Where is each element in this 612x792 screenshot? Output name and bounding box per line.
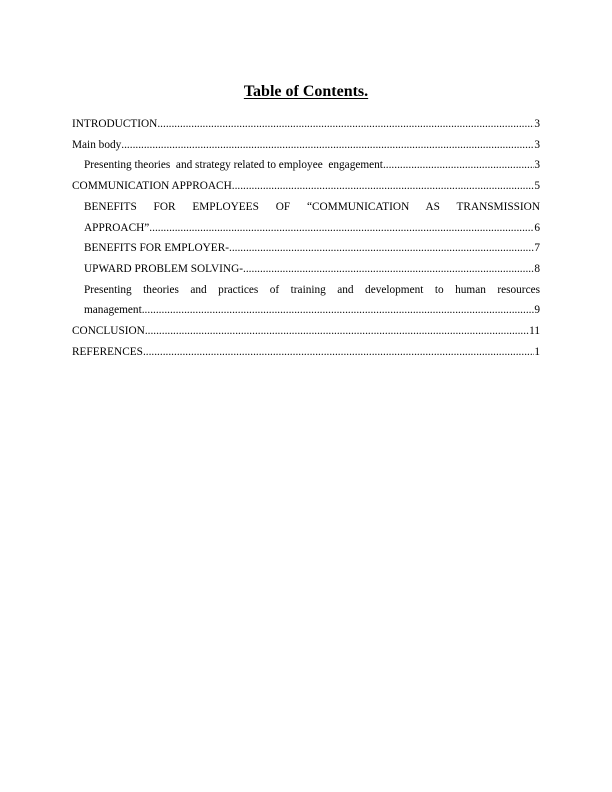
toc-entry-references[interactable] xyxy=(72,342,540,363)
toc-entry-page: 11 xyxy=(529,325,540,338)
toc-entry-page: 3 xyxy=(534,118,540,130)
toc-entry-introduction[interactable] xyxy=(72,114,540,135)
toc-entry-page: 9 xyxy=(534,304,540,317)
toc-entry-benefits-employees[interactable] xyxy=(72,197,540,238)
dot-leader xyxy=(142,300,535,321)
toc-entry-page: 8 xyxy=(534,262,540,275)
toc-entry-label: Main body xyxy=(72,138,122,151)
dot-leader xyxy=(243,259,534,280)
toc-entry-label: INTRODUCTION xyxy=(72,118,158,130)
dot-leader xyxy=(157,114,534,135)
toc-entry-page: 7 xyxy=(534,242,540,255)
toc-entry-page: 3 xyxy=(534,159,540,172)
dot-leader xyxy=(149,218,534,239)
toc-entry-label-line2: APPROACH” xyxy=(84,221,150,234)
toc-entry-label: Presenting theories and strategy related to employee engagement xyxy=(84,159,383,172)
toc-entry-page: 6 xyxy=(534,221,540,234)
toc-entry-page: 5 xyxy=(534,180,540,193)
toc-entry-main-body[interactable] xyxy=(72,135,540,156)
toc-entry-page: 1 xyxy=(534,345,540,358)
dot-leader xyxy=(229,238,534,259)
toc-entry-label-line1: Presenting theories and practices of training and development to human resources xyxy=(84,283,540,296)
toc-entry-label: COMMUNICATION APPROACH xyxy=(72,180,232,193)
dot-leader xyxy=(383,155,534,176)
toc-entry-benefits-employer[interactable] xyxy=(72,238,540,259)
toc-entry-training-development[interactable] xyxy=(72,280,540,321)
toc-entry-label-line2: management xyxy=(84,304,142,317)
dot-leader xyxy=(232,176,535,197)
toc-entry-communication-approach[interactable] xyxy=(72,176,540,197)
toc-entry-upward-problem-solving[interactable] xyxy=(72,259,540,280)
toc-entry-label: BENEFITS FOR EMPLOYER- xyxy=(84,242,229,255)
dot-leader xyxy=(121,135,534,156)
toc-entry-label: CONCLUSION xyxy=(72,325,145,338)
toc-entry-employee-engagement[interactable] xyxy=(72,155,540,176)
table-of-contents xyxy=(72,114,540,362)
toc-entry-conclusion[interactable] xyxy=(72,321,540,342)
toc-entry-label: REFERENCES xyxy=(72,345,143,358)
toc-entry-page: 3 xyxy=(534,138,540,151)
dot-leader xyxy=(145,321,529,342)
toc-entry-label-line1: BENEFITS FOR EMPLOYEES OF “COMMUNICATION AS TRANSMISSION xyxy=(84,200,540,213)
toc-entry-label: UPWARD PROBLEM SOLVING- xyxy=(84,262,244,275)
dot-leader xyxy=(143,342,534,363)
toc-title: Table of Contents. xyxy=(243,83,369,100)
